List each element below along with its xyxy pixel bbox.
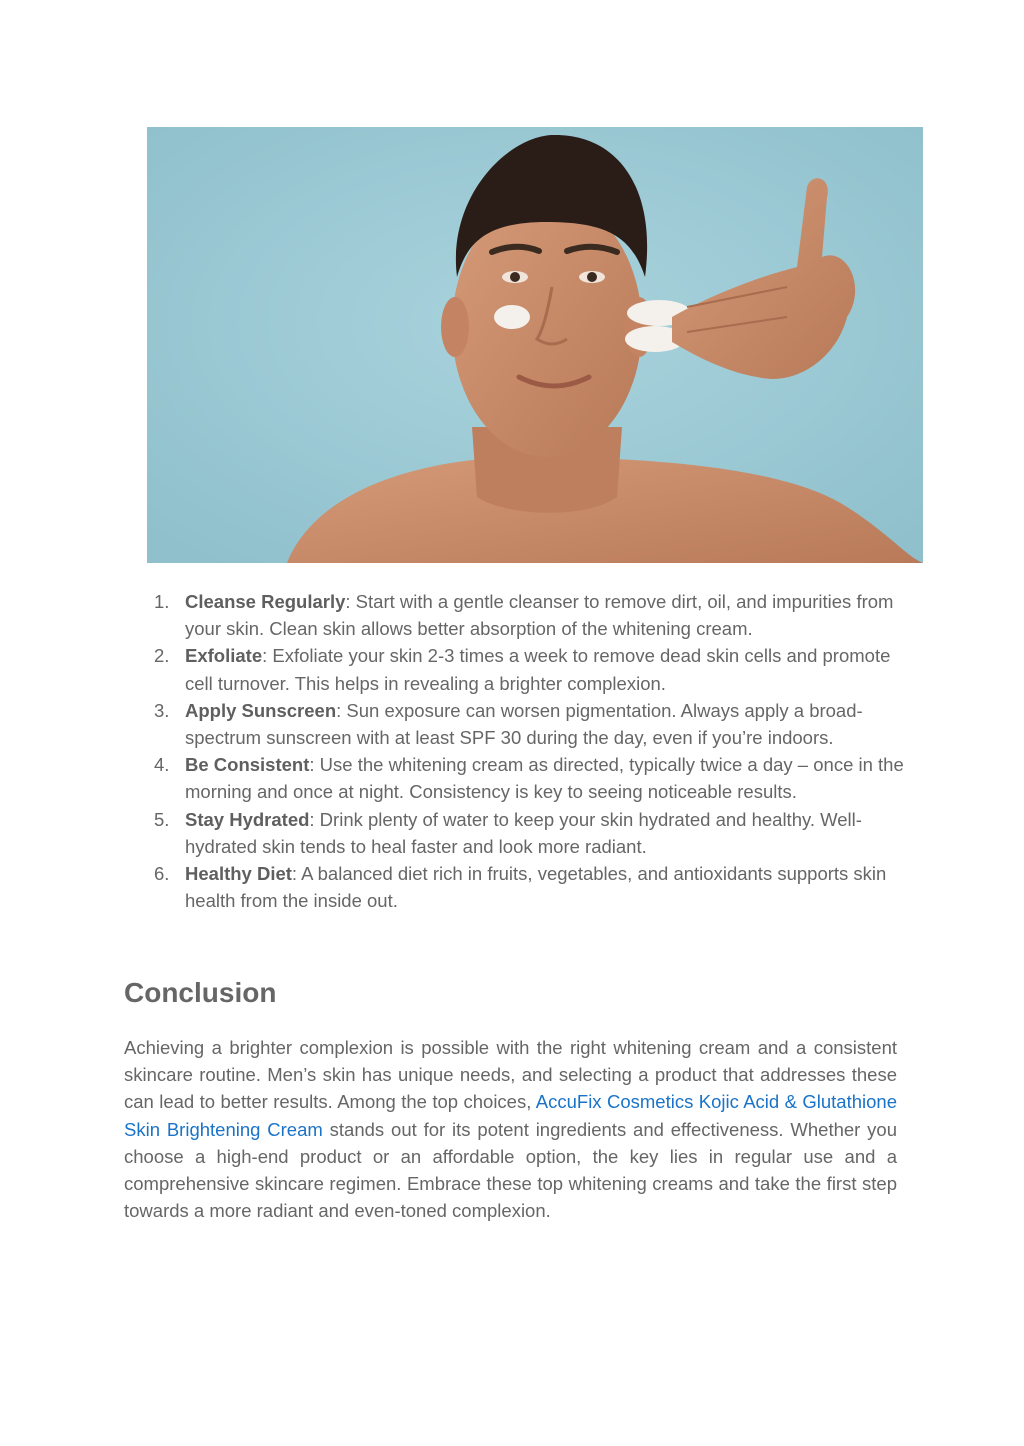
conclusion-heading: Conclusion <box>124 977 277 1008</box>
product-link[interactable]: AccuFix Cosmetics Kojic Acid & Glutathione Skin Brightening Cream <box>124 1091 897 1140</box>
list-item <box>124 860 914 914</box>
list-number: 5. <box>154 808 170 830</box>
skincare-tips-list <box>124 588 914 914</box>
list-item <box>124 751 914 805</box>
tip-term: Cleanse Regularly <box>185 591 346 612</box>
conclusion-text-before: Achieving a brighter complexion is possible with the right whitening cream and a consistent skincare routine. Men’s skin has unique needs, and selecting a product that addresses these can lead to better results. Among the top choices, <box>124 1037 897 1113</box>
tip-text: : Sun exposure can worsen pigmentation. Always apply a broad-spectrum sunscreen with at least SPF 30 during the day, even if you’re indoors. <box>185 699 863 749</box>
conclusion-text-after: stands out for its potent ingredients and effectiveness. Whether you choose a high-end product or an affordable option, the key lies in regular use and a comprehensive skincare regimen. Embrace these top whitening creams and take the first step towards a more radiant and even-toned complexion. <box>124 1118 898 1222</box>
list-item <box>124 588 914 642</box>
list-number: 4. <box>154 754 170 776</box>
tip-text: : Drink plenty of water to keep your skin hydrated and healthy. Well-hydrated skin tends to heal faster and look more radiant. <box>185 808 862 857</box>
list-number: 1. <box>154 591 170 612</box>
conclusion-paragraph <box>124 1034 897 1224</box>
tip-term: Apply Sunscreen <box>185 699 337 721</box>
tip-term: Stay Hydrated <box>185 808 310 830</box>
tip-text: : Start with a gentle cleanser to remove dirt, oil, and impurities from your skin. Clean skin allows better absorption of the whitening cream. <box>185 591 894 640</box>
tip-text: : Use the whitening cream as directed, typically twice a day – once in the morning and once at night. Consistency is key to seeing noticeable results. <box>185 754 904 803</box>
list-number: 6. <box>154 863 170 885</box>
tip-text: : Exfoliate your skin 2-3 times a week to remove dead skin cells and promote cell turnover. This helps in revealing a brighter complexion. <box>185 645 891 694</box>
list-number: 3. <box>154 699 170 721</box>
list-item <box>124 642 914 696</box>
tip-term: Healthy Diet <box>185 863 292 885</box>
tip-term: Exfoliate <box>185 645 263 667</box>
man-applying-cream-photo <box>147 127 923 563</box>
list-number: 2. <box>154 645 170 667</box>
list-item <box>124 697 914 751</box>
list-item <box>124 806 914 860</box>
tip-term: Be Consistent <box>185 754 310 776</box>
tip-text: : A balanced diet rich in fruits, vegetables, and antioxidants supports skin health from the inside out. <box>185 863 887 912</box>
